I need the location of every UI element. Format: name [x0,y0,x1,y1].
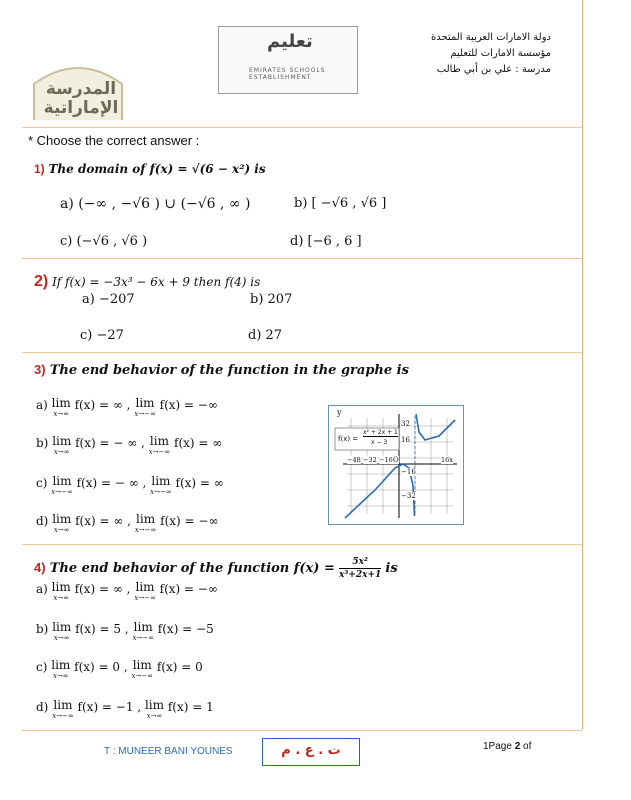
divider [22,127,582,128]
y-tick: −32 [401,492,416,500]
origin-label: O [393,456,399,464]
x-tick: −48 [347,456,361,464]
option-b[interactable]: b) [ −√6 , √6 ] [294,196,387,211]
stamp-text: ت . ع . م [281,743,341,758]
limit-sub: x→∞ [53,594,70,602]
logo-title: تعليم [267,31,313,52]
limit: lim x→∞ [52,620,72,642]
x-tick: −32 [363,456,377,464]
question-4 [34,556,398,581]
limit-sub: x→−∞ [52,712,74,720]
divider [22,544,582,545]
limit-sub: x→−∞ [131,672,153,680]
question-1 [34,162,266,176]
limit-expr: f(x) = −1 , [77,700,142,714]
function-graph [328,405,464,525]
option-c[interactable] [36,476,224,498]
x-tick: 16x [441,456,453,464]
option-a[interactable]: a) (−∞ , −√6 ) ∪ (−√6 , ∞ ) [60,196,251,212]
limit: lim x→∞ [52,512,72,534]
limit: lim x→−∞ [131,658,153,680]
option-d[interactable] [36,514,218,536]
page-number [483,741,531,752]
limit-expr: f(x) = ∞ , [74,398,131,412]
header-arabic [431,30,551,78]
option-letter: a) [36,398,48,412]
y-label: y [337,408,342,417]
graph-num: x² + 2x + 1 [363,429,398,436]
page-prefix: 1Page [483,741,512,752]
limit-sub: x→∞ [52,672,69,680]
x-tick: −16 [379,456,393,464]
limit-expr: f(x) = ∞ , [75,514,131,528]
page-num: 2 [514,741,521,752]
question-tail: is [385,561,398,576]
header-school: مدرسة : علي بن أبي طالب [436,64,551,75]
option-a[interactable] [36,398,218,420]
option-d[interactable]: d) 27 [248,328,283,343]
graph-svg [329,406,463,524]
limit-expr: f(x) = ∞ [174,436,223,450]
limit-expr: f(x) = − ∞ , [76,476,147,490]
question-3 [34,362,409,378]
limit-sub: x→−∞ [134,526,157,534]
limit: lim x→−∞ [52,698,74,720]
option-c[interactable]: c) −27 [80,328,124,343]
y-tick: 16 [401,436,410,444]
limit-expr: f(x) = 0 [156,660,203,674]
limit-expr: f(x) = ∞ , [74,582,131,596]
option-d[interactable]: d) [−6 , 6 ] [290,234,362,249]
divider [22,352,582,353]
instruction: * Choose the correct answer : [28,133,200,148]
question-number: 2) [34,273,49,290]
logo-org-text: EMIRATES SCHOOLS ESTABLISHMENT [249,67,326,81]
ministry-logo [218,26,358,94]
option-d[interactable] [36,700,214,722]
limit: lim x→∞ [51,658,71,680]
limit-expr: f(x) = − ∞ , [75,436,145,450]
option-letter: c) [36,476,48,490]
curve-right [416,414,455,440]
question-number: 4) [34,560,46,575]
limit-expr: f(x) = −5 [157,622,214,636]
limit-expr: f(x) = 1 [167,700,214,714]
option-c[interactable] [36,660,203,682]
option-letter: a) [36,582,48,596]
limit: lim x→−∞ [134,396,156,418]
question-2 [34,273,260,291]
question-number: 1) [34,162,45,176]
page-suffix: of [523,741,532,752]
question-text: The end behavior of the function f(x) = [49,561,335,576]
limit: lim x→−∞ [150,474,172,496]
fraction-den: x³+2x+1 [339,570,382,580]
limit-sub: x→−∞ [132,634,154,642]
option-b[interactable] [36,622,214,644]
limit-expr: f(x) = 0 , [74,660,128,674]
graph-fx: f(x) = [338,435,359,443]
question-text: The end behavior of the function in the graphe is [49,363,409,378]
graph-den: x − 3 [371,439,388,446]
option-a[interactable]: a) −207 [82,292,135,307]
limit-sub: x→∞ [53,410,70,418]
limit-sub: x→−∞ [134,410,156,418]
limit: lim x→−∞ [134,512,157,534]
divider [22,258,582,259]
limit: lim x→−∞ [134,580,156,602]
teacher-name: T : MUNEER BANI YOUNES [104,746,233,757]
limit: lim x→∞ [51,396,71,418]
option-letter: b) [36,436,49,450]
limit-sub: x→∞ [53,634,70,642]
limit-expr: f(x) = ∞ [175,476,224,490]
option-letter: c) [36,660,48,674]
header-country: دولة الامارات العربية المتحدة [430,32,551,43]
y-tick: −16 [401,468,416,476]
limit-expr: f(x) = −∞ [159,398,218,412]
stamp-box [262,738,360,766]
limit: lim x→−∞ [132,620,154,642]
fraction [339,556,381,581]
limit-sub: x→−∞ [148,448,171,456]
limit-sub: x→∞ [53,526,70,534]
limit: lim x→∞ [51,580,71,602]
limit: lim x→−∞ [51,474,73,496]
limit-sub: x→−∞ [150,488,172,496]
limit-expr: f(x) = 5 , [75,622,129,636]
limit: lim x→∞ [144,698,165,720]
limit-sub: x→−∞ [51,488,73,496]
option-letter: d) [36,514,49,528]
limit-expr: f(x) = −∞ [160,514,219,528]
option-a[interactable] [36,582,218,604]
option-letter: d) [36,700,49,714]
footer-divider [22,730,582,731]
option-b[interactable]: b) 207 [250,292,293,307]
limit-expr: f(x) = −∞ [159,582,218,596]
limit: lim x→∞ [52,434,72,456]
question-number: 3) [34,362,46,377]
limit-sub: x→∞ [146,712,163,720]
option-b[interactable] [36,436,222,458]
school-logo-text: المدرسة الإماراتية [43,79,119,118]
option-letter: b) [36,622,49,636]
option-c[interactable]: c) (−√6 , √6 ) [60,234,148,249]
limit-sub: x→−∞ [134,594,156,602]
fraction-num: 5x² [339,556,381,569]
header-org: مؤسسة الامارات للتعليم [450,48,551,59]
limit: lim x→−∞ [148,434,171,456]
y-tick: 32 [401,420,410,428]
limit-sub: x→∞ [53,448,70,456]
question-text: The domain of f(x) = √(6 − x²) is [48,162,266,176]
question-text: If f(x) = −3x³ − 6x + 9 then f(4) is [52,275,261,289]
